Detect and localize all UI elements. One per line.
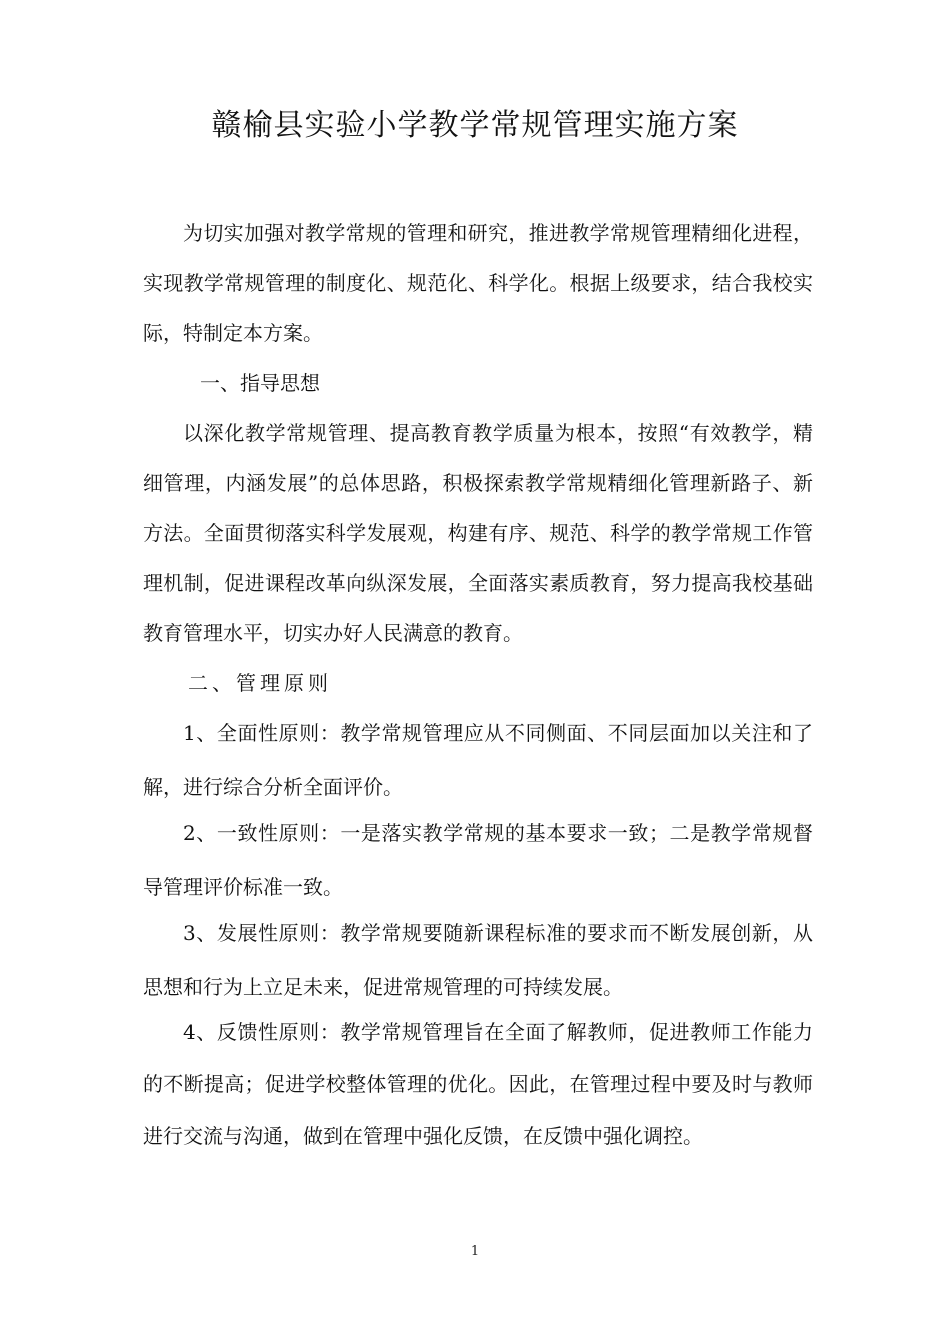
guiding-ideology-paragraph: 以深化教学常规管理、提高教育教学质量为根本，按照“有效教学，精细管理，内涵发展”的总体思路，积极探索教学常规精细化管理新路子、新方法。全面贯彻落实科学发展观，构建有序、规范、科学的教学常规工作管理机制，促进课程改革向纵深发展，全面落实素质教育，努力提高我校基础教育管理水平，切实办好人民满意的教育。	[143, 421, 813, 645]
principle-comprehensive: 1、全面性原则：教学常规管理应从不同侧面、不同层面加以关注和了解，进行综合分析全面评价。	[143, 721, 813, 799]
document-title: 赣榆县实验小学教学常规管理实施方案	[211, 108, 739, 143]
principle-developmental: 3、发展性原则：教学常规要随新课程标准的要求而不断发展创新，从思想和行为上立足未来，促进常规管理的可持续发展。	[143, 921, 813, 999]
intro-paragraph: 为切实加强对教学常规的管理和研究，推进教学常规管理精细化进程，实现教学常规管理的制度化、规范化、科学化。根据上级要求，结合我校实际，特制定本方案。	[143, 221, 813, 345]
section-heading-guiding-ideology: 一、指导思想	[200, 371, 320, 395]
section-heading-management-principles: 二、管理原则	[188, 671, 332, 695]
principle-feedback: 4、反馈性原则：教学常规管理旨在全面了解教师，促进教师工作能力的不断提高；促进学校整体管理的优化。因此，在管理过程中要及时与教师进行交流与沟通，做到在管理中强化反馈，在反馈中强化调控。	[143, 1020, 813, 1148]
principle-consistency: 2、一致性原则：一是落实教学常规的基本要求一致；二是教学常规督导管理评价标准一致。	[143, 821, 813, 899]
page-number: 1	[470, 1244, 480, 1259]
